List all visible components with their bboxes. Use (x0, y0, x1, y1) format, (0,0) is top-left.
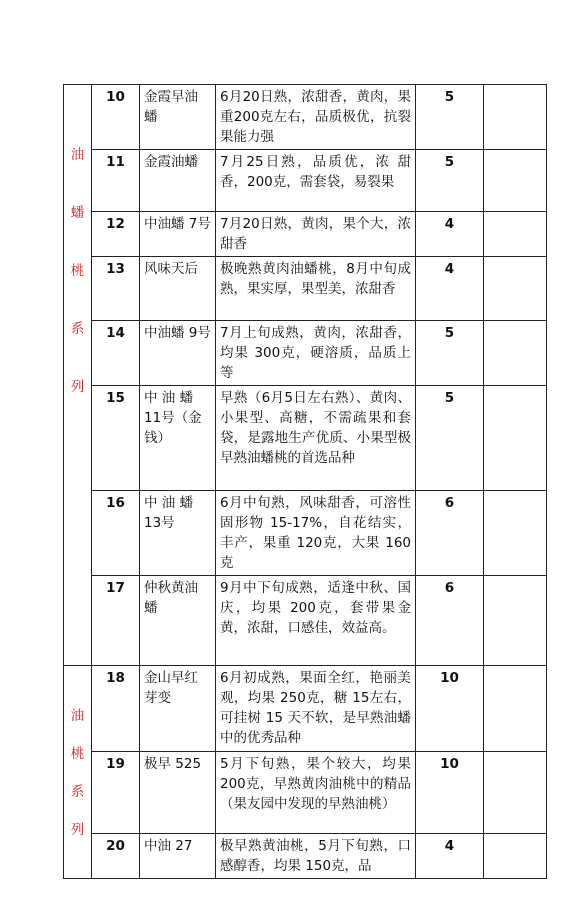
row-number: 10 (92, 85, 140, 150)
row-number: 12 (92, 212, 140, 257)
table-row (64, 85, 547, 150)
category-char: 系 (70, 321, 85, 337)
variety-score: 10 (416, 752, 484, 834)
variety-name: 仲秋黄油蟠 (140, 576, 216, 666)
table-row (64, 386, 547, 491)
category-char: 列 (70, 822, 85, 838)
row-number: 20 (92, 834, 140, 879)
variety-description: 6月20日熟，浓甜香，黄肉，果重200克左右，品质极优，抗裂果能力强 (216, 85, 416, 150)
variety-name: 极早 525 (140, 752, 216, 834)
table-row (64, 257, 547, 321)
table-row (64, 321, 547, 386)
variety-description: 极晚熟黄肉油蟠桃，8月中旬成熟，果实厚，果型美，浓甜香 (216, 257, 416, 321)
variety-name: 中油蟠 9号 (140, 321, 216, 386)
variety-score: 5 (416, 321, 484, 386)
empty-cell (484, 386, 547, 491)
row-number: 19 (92, 752, 140, 834)
category-char: 油 (70, 708, 85, 724)
variety-name: 中油 27 (140, 834, 216, 879)
category-char: 蟠 (70, 205, 85, 221)
variety-score: 5 (416, 386, 484, 491)
row-number: 15 (92, 386, 140, 491)
row-number: 13 (92, 257, 140, 321)
table-row (64, 666, 547, 752)
variety-score: 4 (416, 834, 484, 879)
variety-score: 4 (416, 257, 484, 321)
variety-score: 6 (416, 491, 484, 576)
category-char: 桃 (70, 263, 85, 279)
variety-name: 金山早红芽变 (140, 666, 216, 752)
row-number: 11 (92, 150, 140, 212)
variety-name: 金霞早油蟠 (140, 85, 216, 150)
variety-description: 9月中下旬成熟，适逢中秋、国庆，均果 200克，套带果金黄，浓甜，口感佳，效益高。 (216, 576, 416, 666)
category-char: 列 (70, 379, 85, 395)
category-label (68, 668, 87, 840)
table-row (64, 212, 547, 257)
table-row (64, 834, 547, 879)
empty-cell (484, 491, 547, 576)
variety-score: 5 (416, 85, 484, 150)
variety-score: 4 (416, 212, 484, 257)
variety-name: 风味天后 (140, 257, 216, 321)
empty-cell (484, 666, 547, 752)
variety-description: 7月上旬成熟，黄肉，浓甜香，均果 300克，硬溶质，品质上等 (216, 321, 416, 386)
category-char: 桃 (70, 746, 85, 762)
variety-description: 7月25日熟，品质优，浓 甜香，200克，需套袋，易裂果 (216, 150, 416, 212)
empty-cell (484, 85, 547, 150)
row-number: 14 (92, 321, 140, 386)
variety-description: 6月中旬熟，风味甜香，可溶性固形物 15-17%，自花结实，丰产，果重 120克，大果 160克 (216, 491, 416, 576)
empty-cell (484, 752, 547, 834)
category-cell (64, 666, 92, 879)
category-char: 系 (70, 784, 85, 800)
row-number: 18 (92, 666, 140, 752)
table-row (64, 150, 547, 212)
variety-score: 6 (416, 576, 484, 666)
variety-name: 金霞油蟠 (140, 150, 216, 212)
variety-table (63, 84, 547, 879)
empty-cell (484, 834, 547, 879)
variety-description: 6月初成熟，果面全红，艳丽美观，均果 250克，糖 15左右，可挂树 15 天不软，是早熟油蟠中的优秀品种 (216, 666, 416, 752)
empty-cell (484, 212, 547, 257)
variety-name: 中 油 蟠 13号 (140, 491, 216, 576)
variety-description: 5月下旬熟，果个较大，均果 200克，早熟黄肉油桃中的精品（果友园中发现的早熟油桃） (216, 752, 416, 834)
variety-description: 7月20日熟，黄肉，果个大，浓甜香 (216, 212, 416, 257)
variety-name: 中油蟠 7号 (140, 212, 216, 257)
variety-description: 早熟（6月5日左右熟）、黄肉、小果型、高糖，不需疏果和套袋，是露地生产优质、小果型极早熟油蟠桃的首选品种 (216, 386, 416, 491)
empty-cell (484, 257, 547, 321)
category-char: 油 (70, 147, 85, 163)
empty-cell (484, 321, 547, 386)
category-cell (64, 85, 92, 666)
empty-cell (484, 576, 547, 666)
variety-score: 5 (416, 150, 484, 212)
table-row (64, 491, 547, 576)
category-label (68, 87, 87, 397)
empty-cell (484, 150, 547, 212)
variety-score: 10 (416, 666, 484, 752)
row-number: 17 (92, 576, 140, 666)
table-row (64, 752, 547, 834)
variety-name: 中 油 蟠 11号（金钱） (140, 386, 216, 491)
table-row (64, 576, 547, 666)
variety-description: 极早熟黄油桃，5月下旬熟，口感醇香，均果 150克，品 (216, 834, 416, 879)
row-number: 16 (92, 491, 140, 576)
